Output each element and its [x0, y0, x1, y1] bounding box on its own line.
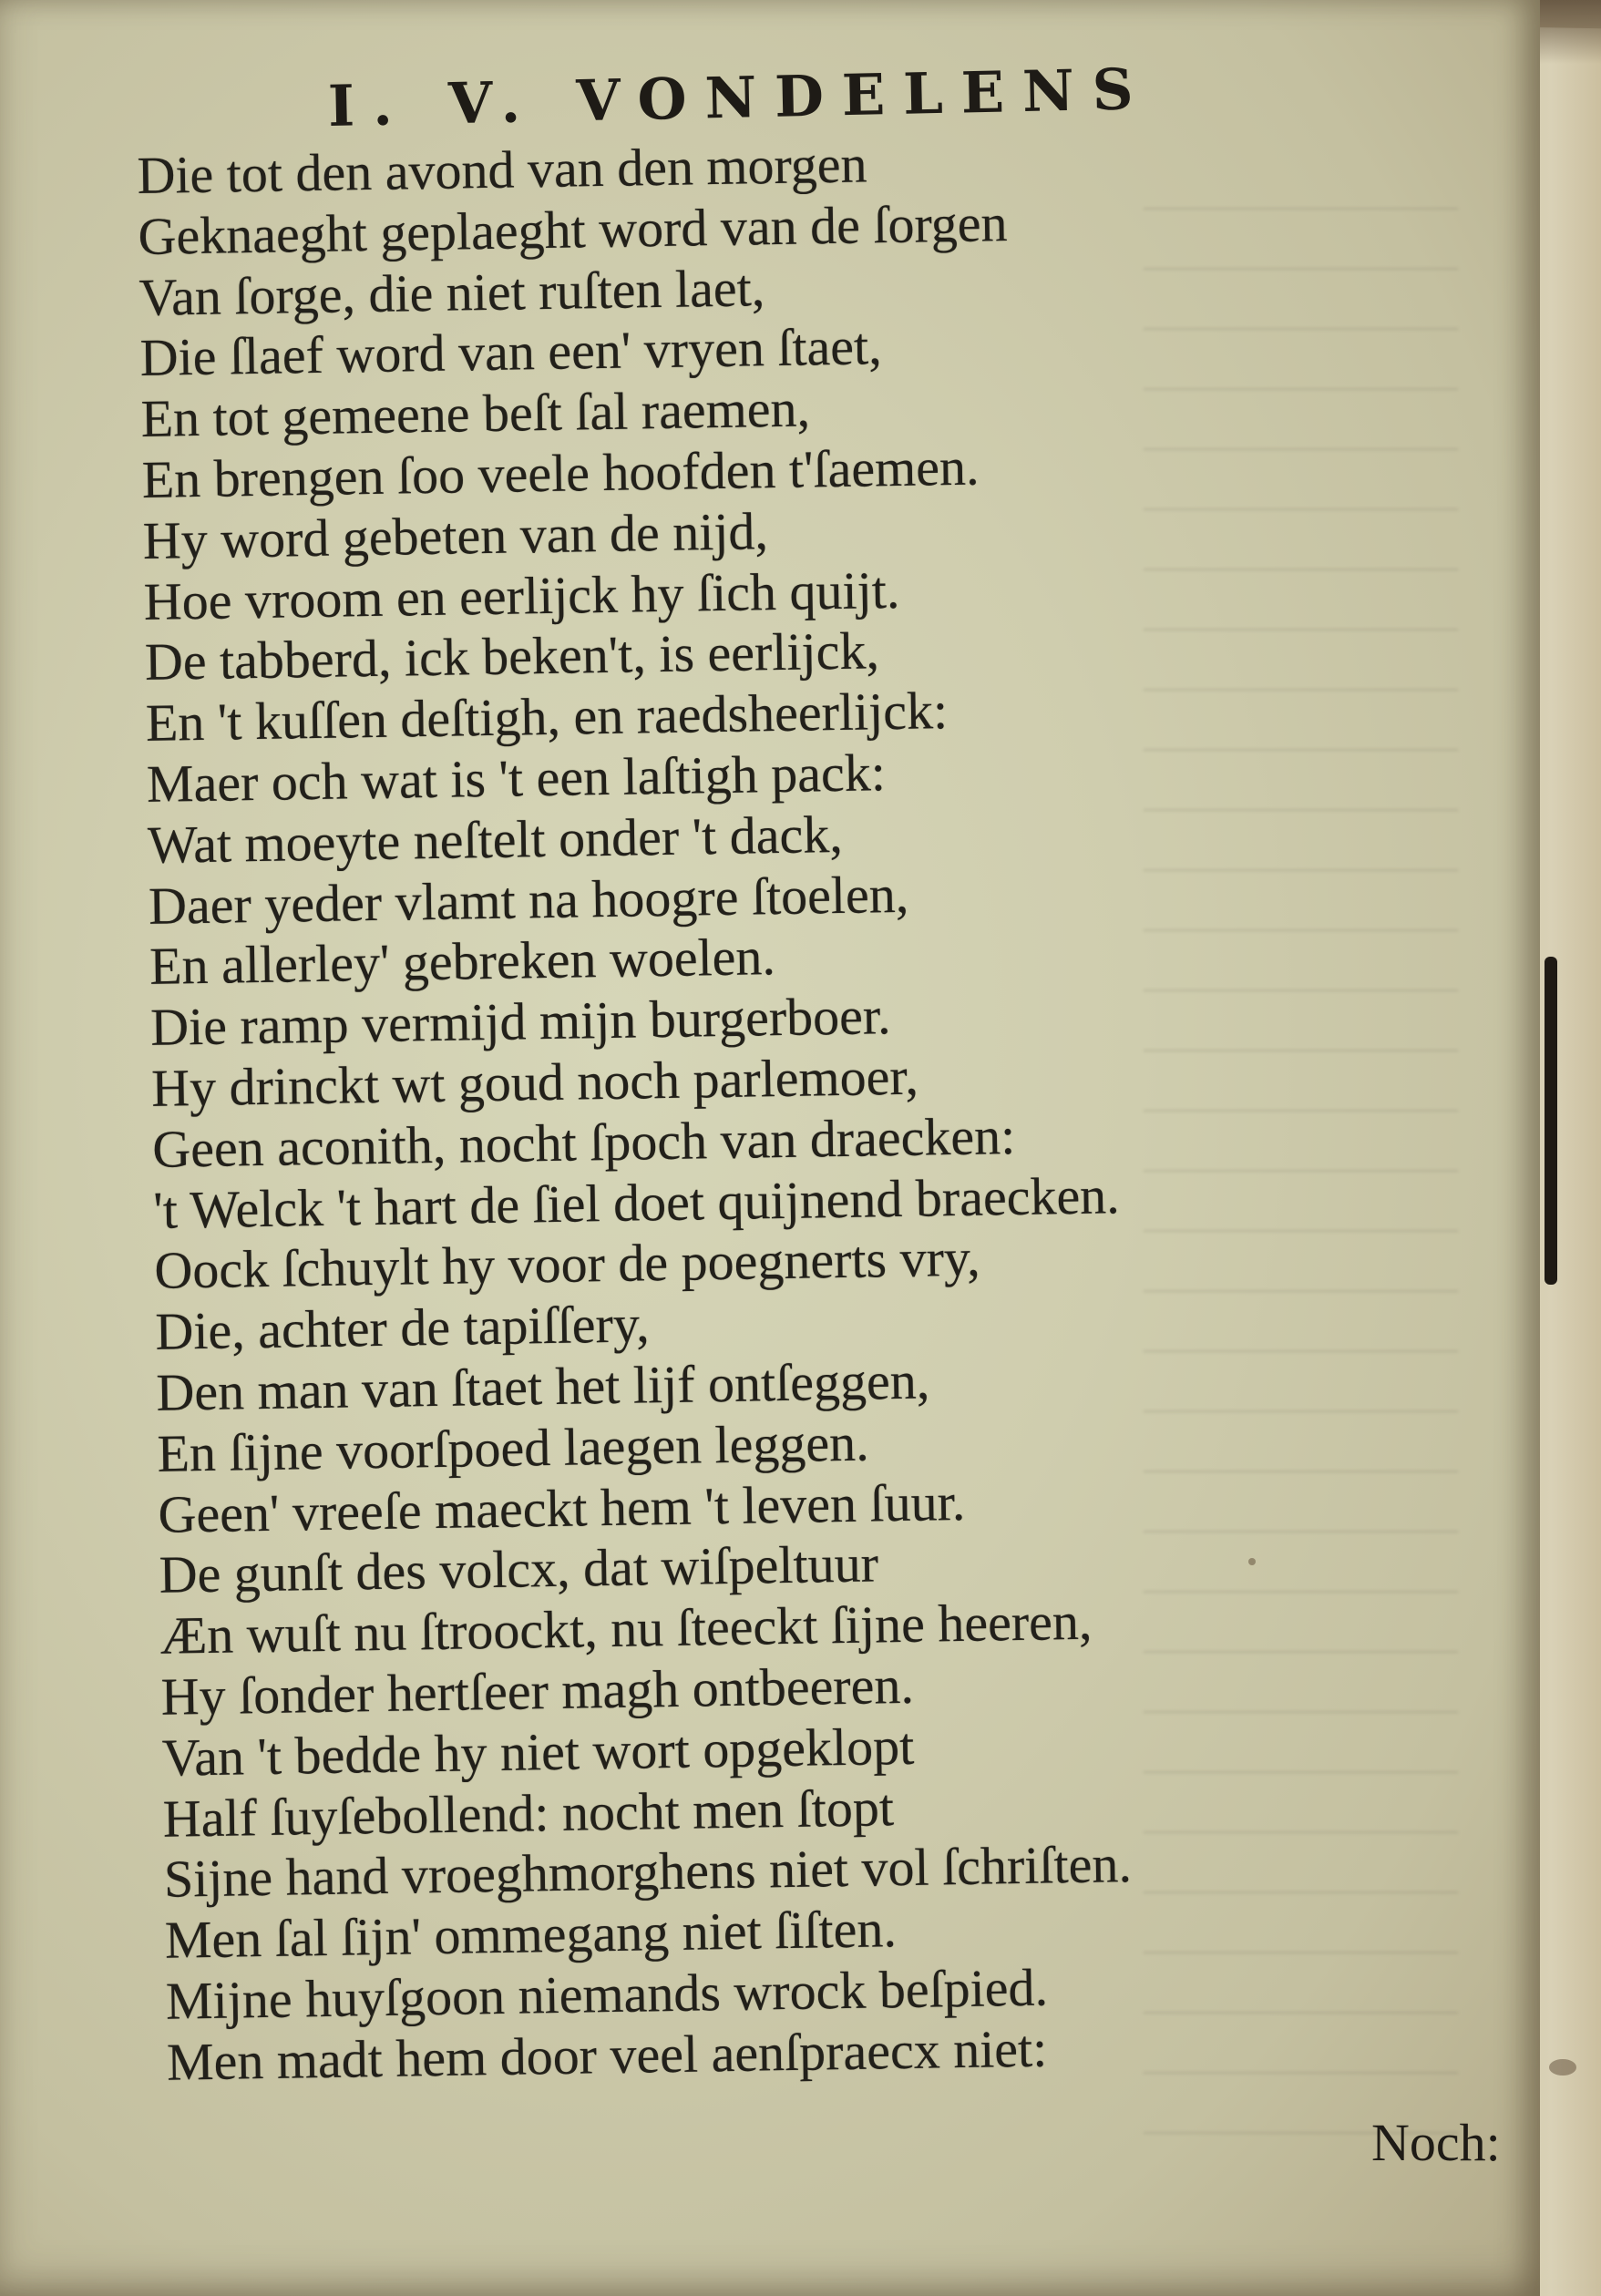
verse-line: Maer och wat is 't een laſtigh pack: [146, 743, 887, 814]
ink-spot [1248, 1558, 1256, 1565]
poem-verse [137, 128, 1351, 2094]
catchword: Noch: [1371, 2113, 1501, 2172]
verse-line: Men ſal ſijn' ommegang niet ſiſten. [164, 1899, 898, 1970]
verse-line: Hy word gebeten van de nijd, [142, 500, 769, 570]
ink-spot [1549, 2059, 1576, 2076]
verse-line: Men madt hem door veel aenſpraecx niet: [166, 2018, 1048, 2092]
verse-line: Van ſorge, die niet ruſten laet, [139, 257, 765, 327]
verse-line: De gunſt des volcx, dat wiſpeltuur [159, 1533, 879, 1605]
verse-line: En allerley' gebreken woelen. [149, 927, 776, 997]
verse-line: Die ramp vermijd mijn burgerboer. [149, 986, 891, 1058]
verse-line: Van 't bedde hy niet wort opgeklopt [161, 1716, 915, 1788]
verse-line: Half ſuyſebollend: nocht men ſtopt [162, 1777, 895, 1849]
verse-line: Geen' vreeſe maeckt hem 't leven ſuur. [158, 1471, 966, 1544]
verse-line: De tabberd, ick beken't, is eerlijck, [144, 620, 880, 692]
verse-line: Oock ſchuylt hy voor de poegnerts vry, [153, 1227, 981, 1301]
verse-line: Hy ſonder hertſeer magh ontbeeren. [160, 1655, 915, 1727]
verse-line: Geen aconith, nocht ſpoch van draecken: [151, 1105, 1016, 1179]
verse-line: Die ſlaef word van een' vryen ſtaet, [139, 316, 883, 388]
verse-line: Æn wuſt nu ſtroockt, nu ſteeckt ſijne heeren, [159, 1591, 1093, 1666]
verse-line: En brengen ſoo veele hoofden t'ſaemen. [141, 436, 980, 509]
verse-line: Hoe vroom en eerlijck hy ſich quijt. [143, 559, 900, 631]
verse-line: En ſijne voorſpoed laegen leggen. [157, 1412, 870, 1483]
verse-line: En 't kuſſen deſtigh, en raedsheerlijck: [145, 681, 949, 753]
verse-line: 't Welck 't hart de ſiel doet quijnend braecken. [152, 1164, 1121, 1240]
show-through-text: _______________ _______________ _______________ _______________ _______________ _______________ _______________ _______________ _______________ _______________ _______________ _______________ _______________ _______________ _______________ _______________ _______________ _______________ _______________ _______________ _______________ _______________ _______________ _______________ _______________ _______________ _______________ _______________ _______________ _______________ _______________ _______________ _______________ [1144, 160, 1458, 2134]
verse-line: Die, achter de tapiſſery, [154, 1294, 651, 1361]
verse-line: Hy drinckt wt goud noch parlemoer, [150, 1046, 919, 1118]
verse-line: Die tot den avond van den morgen [137, 134, 868, 205]
verse-line: Daer yeder vlamt na hoogre ſtoelen, [148, 864, 909, 936]
verse-line: En tot gemeene beſt ſal raemen, [140, 378, 811, 449]
running-head: I. V. VONDELENS [327, 56, 1153, 139]
verse-line: Mijne huyſgoon niemands wrock beſpied. [165, 1957, 1049, 2031]
verse-line: Wat moeyte neſtelt onder 't dack, [147, 804, 844, 875]
gutter-shadow [1545, 957, 1557, 1285]
verse-line: Sijne hand vroeghmorghens niet vol ſchriſten. [163, 1834, 1133, 1910]
verse-line: Geknaeght geplaeght word van de ſorgen [138, 192, 1008, 266]
verse-line: Den man van ſtaet het lijf ontſeggen, [155, 1350, 930, 1422]
